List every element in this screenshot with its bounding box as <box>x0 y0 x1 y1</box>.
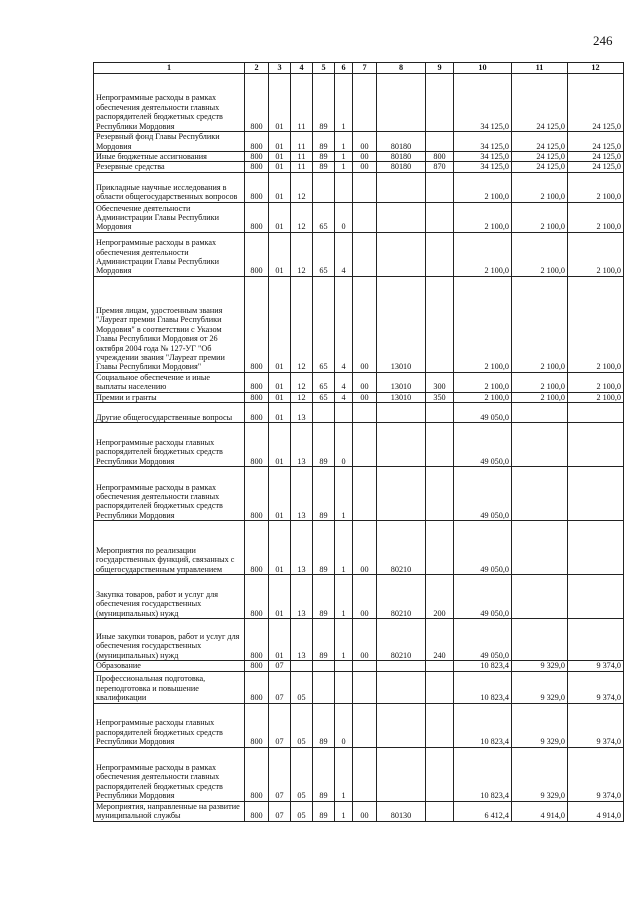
subsection-cell: 13 <box>291 423 313 467</box>
gr-code-cell: 800 <box>245 521 269 575</box>
program-cell: 89 <box>313 423 335 467</box>
subsection-cell: 12 <box>291 276 313 372</box>
row-name-cell: Резервный фонд Главы Республики Мордовия <box>94 132 245 152</box>
amount-year2-cell: 24 125,0 <box>512 132 568 152</box>
amount-year1-cell: 6 412,4 <box>454 801 512 821</box>
direction-cell <box>353 232 377 276</box>
table-row <box>94 392 624 402</box>
header-cell: 4 <box>291 63 313 74</box>
subsection-cell: 05 <box>291 671 313 703</box>
row-name-cell: Закупка товаров, работ и услуг для обеспечения государственных (муниципальных) нужд <box>94 575 245 619</box>
header-cell: 3 <box>269 63 291 74</box>
direction-cell <box>353 74 377 132</box>
subsection-cell: 11 <box>291 74 313 132</box>
subsection-cell: 13 <box>291 467 313 521</box>
subsection-cell: 13 <box>291 619 313 661</box>
amount-year3-cell <box>568 403 624 423</box>
amount-year1-cell: 34 125,0 <box>454 132 512 152</box>
gr-code-cell: 800 <box>245 232 269 276</box>
gr-code-cell: 800 <box>245 703 269 747</box>
amount-year1-cell: 2 100,0 <box>454 276 512 372</box>
section-cell: 01 <box>269 392 291 402</box>
subsection-cell: 13 <box>291 575 313 619</box>
subprogram-cell: 1 <box>335 467 353 521</box>
target-item-cell <box>377 747 426 801</box>
amount-year3-cell: 2 100,0 <box>568 202 624 232</box>
subsection-cell: 13 <box>291 521 313 575</box>
amount-year3-cell: 2 100,0 <box>568 172 624 202</box>
row-name-cell: Прикладные научные исследования в области общегосударственных вопросов <box>94 172 245 202</box>
row-name-cell: Другие общегосударственные вопросы <box>94 403 245 423</box>
direction-cell: 00 <box>353 152 377 162</box>
header-cell: 12 <box>568 63 624 74</box>
amount-year3-cell: 24 125,0 <box>568 74 624 132</box>
subsection-cell: 11 <box>291 152 313 162</box>
program-cell: 89 <box>313 619 335 661</box>
expense-type-cell <box>426 132 454 152</box>
table-row <box>94 152 624 162</box>
target-item-cell <box>377 703 426 747</box>
amount-year2-cell <box>512 575 568 619</box>
amount-year3-cell <box>568 423 624 467</box>
expense-type-cell: 200 <box>426 575 454 619</box>
expense-type-cell <box>426 232 454 276</box>
row-name-cell: Мероприятия, направленные на развитие муниципальной службы <box>94 801 245 821</box>
subprogram-cell: 4 <box>335 276 353 372</box>
subprogram-cell: 1 <box>335 575 353 619</box>
amount-year2-cell <box>512 403 568 423</box>
subprogram-cell: 0 <box>335 423 353 467</box>
target-item-cell: 80180 <box>377 162 426 172</box>
amount-year2-cell: 2 100,0 <box>512 372 568 392</box>
target-item-cell: 80210 <box>377 619 426 661</box>
header-cell: 2 <box>245 63 269 74</box>
amount-year1-cell: 49 050,0 <box>454 619 512 661</box>
header-cell: 1 <box>94 63 245 74</box>
subprogram-cell: 0 <box>335 703 353 747</box>
program-cell: 89 <box>313 74 335 132</box>
direction-cell: 00 <box>353 276 377 372</box>
amount-year3-cell: 2 100,0 <box>568 372 624 392</box>
amount-year1-cell: 49 050,0 <box>454 575 512 619</box>
gr-code-cell: 800 <box>245 619 269 661</box>
gr-code-cell: 800 <box>245 74 269 132</box>
table-header-row <box>94 63 624 74</box>
section-cell: 01 <box>269 403 291 423</box>
subsection-cell: 05 <box>291 801 313 821</box>
target-item-cell: 13010 <box>377 372 426 392</box>
header-cell: 11 <box>512 63 568 74</box>
amount-year3-cell: 4 914,0 <box>568 801 624 821</box>
section-cell: 01 <box>269 276 291 372</box>
section-cell: 01 <box>269 575 291 619</box>
target-item-cell: 80130 <box>377 801 426 821</box>
subsection-cell: 12 <box>291 202 313 232</box>
gr-code-cell: 800 <box>245 747 269 801</box>
target-item-cell: 80210 <box>377 521 426 575</box>
subsection-cell: 12 <box>291 232 313 276</box>
program-cell: 89 <box>313 152 335 162</box>
direction-cell: 00 <box>353 801 377 821</box>
target-item-cell: 80180 <box>377 152 426 162</box>
table-row <box>94 232 624 276</box>
expense-type-cell <box>426 703 454 747</box>
gr-code-cell: 800 <box>245 392 269 402</box>
table-row <box>94 661 624 671</box>
subsection-cell: 11 <box>291 132 313 152</box>
section-cell: 01 <box>269 202 291 232</box>
row-name-cell: Социальное обеспечение и иные выплаты населению <box>94 372 245 392</box>
direction-cell <box>353 202 377 232</box>
section-cell: 07 <box>269 801 291 821</box>
row-name-cell: Иные закупки товаров, работ и услуг для обеспечения государственных (муниципальных) нужд <box>94 619 245 661</box>
subsection-cell: 13 <box>291 403 313 423</box>
table-row <box>94 132 624 152</box>
section-cell: 07 <box>269 671 291 703</box>
program-cell: 89 <box>313 801 335 821</box>
expense-type-cell <box>426 661 454 671</box>
table-row <box>94 575 624 619</box>
direction-cell <box>353 671 377 703</box>
expense-type-cell <box>426 423 454 467</box>
amount-year2-cell <box>512 619 568 661</box>
amount-year1-cell: 10 823,4 <box>454 747 512 801</box>
expense-type-cell <box>426 467 454 521</box>
subprogram-cell: 1 <box>335 162 353 172</box>
amount-year1-cell: 49 050,0 <box>454 521 512 575</box>
amount-year3-cell: 2 100,0 <box>568 276 624 372</box>
target-item-cell: 13010 <box>377 276 426 372</box>
table-row <box>94 74 624 132</box>
target-item-cell <box>377 467 426 521</box>
target-item-cell: 80210 <box>377 575 426 619</box>
subsection-cell: 12 <box>291 392 313 402</box>
table-row <box>94 619 624 661</box>
subprogram-cell: 4 <box>335 232 353 276</box>
section-cell: 07 <box>269 747 291 801</box>
amount-year1-cell: 49 050,0 <box>454 467 512 521</box>
expense-type-cell <box>426 521 454 575</box>
amount-year3-cell: 9 374,0 <box>568 661 624 671</box>
amount-year3-cell: 24 125,0 <box>568 132 624 152</box>
amount-year1-cell: 34 125,0 <box>454 152 512 162</box>
table-row <box>94 403 624 423</box>
amount-year2-cell: 24 125,0 <box>512 162 568 172</box>
header-cell: 10 <box>454 63 512 74</box>
amount-year2-cell: 2 100,0 <box>512 276 568 372</box>
subprogram-cell: 4 <box>335 372 353 392</box>
row-name-cell: Непрограммные расходы в рамках обеспечения деятельности главных распорядителей бюджетных средств Республики Мордовия <box>94 747 245 801</box>
gr-code-cell: 800 <box>245 575 269 619</box>
amount-year3-cell: 9 374,0 <box>568 671 624 703</box>
amount-year2-cell: 2 100,0 <box>512 232 568 276</box>
section-cell: 01 <box>269 232 291 276</box>
amount-year1-cell: 2 100,0 <box>454 172 512 202</box>
amount-year2-cell <box>512 521 568 575</box>
expense-type-cell <box>426 747 454 801</box>
expense-type-cell: 300 <box>426 372 454 392</box>
subprogram-cell: 1 <box>335 747 353 801</box>
program-cell: 65 <box>313 202 335 232</box>
amount-year1-cell: 2 100,0 <box>454 392 512 402</box>
row-name-cell: Непрограммные расходы в рамках обеспечения деятельности главных распорядителей бюджетных средств Республики Мордовия <box>94 467 245 521</box>
gr-code-cell: 800 <box>245 423 269 467</box>
direction-cell: 00 <box>353 372 377 392</box>
expense-type-cell: 240 <box>426 619 454 661</box>
amount-year1-cell: 2 100,0 <box>454 202 512 232</box>
direction-cell <box>353 747 377 801</box>
expense-type-cell <box>426 74 454 132</box>
gr-code-cell: 800 <box>245 467 269 521</box>
row-name-cell: Премия лицам, удостоенным звания "Лауреат премии Главы Республики Мордовия" в соответствии с Указом Главы Республики Мордовия от 26 октября 2004 года № 127-УГ "Об учреждении звания "Лауреат премии Главы Республики Мордовия" <box>94 276 245 372</box>
direction-cell: 00 <box>353 392 377 402</box>
row-name-cell: Непрограммные расходы в рамках обеспечения деятельности Администрации Главы Республики Мордовия <box>94 232 245 276</box>
row-name-cell: Премии и гранты <box>94 392 245 402</box>
subprogram-cell <box>335 403 353 423</box>
target-item-cell <box>377 172 426 202</box>
row-name-cell: Непрограммные расходы в рамках обеспечения деятельности главных распорядителей бюджетных средств Республики Мордовия <box>94 74 245 132</box>
program-cell: 89 <box>313 467 335 521</box>
amount-year3-cell <box>568 521 624 575</box>
direction-cell <box>353 172 377 202</box>
program-cell <box>313 172 335 202</box>
target-item-cell <box>377 423 426 467</box>
header-cell: 7 <box>353 63 377 74</box>
amount-year3-cell: 2 100,0 <box>568 232 624 276</box>
expense-type-cell <box>426 671 454 703</box>
gr-code-cell: 800 <box>245 661 269 671</box>
section-cell: 01 <box>269 423 291 467</box>
table-row <box>94 372 624 392</box>
expense-type-cell <box>426 801 454 821</box>
amount-year2-cell: 24 125,0 <box>512 74 568 132</box>
amount-year2-cell <box>512 423 568 467</box>
table-row <box>94 521 624 575</box>
header-cell: 9 <box>426 63 454 74</box>
expense-type-cell <box>426 202 454 232</box>
amount-year1-cell: 2 100,0 <box>454 372 512 392</box>
amount-year3-cell <box>568 619 624 661</box>
program-cell: 89 <box>313 747 335 801</box>
program-cell: 65 <box>313 276 335 372</box>
amount-year2-cell: 9 329,0 <box>512 661 568 671</box>
direction-cell: 00 <box>353 162 377 172</box>
section-cell: 01 <box>269 74 291 132</box>
program-cell: 89 <box>313 132 335 152</box>
gr-code-cell: 800 <box>245 671 269 703</box>
amount-year2-cell: 9 329,0 <box>512 671 568 703</box>
header-cell: 8 <box>377 63 426 74</box>
row-name-cell: Обеспечение деятельности Администрации Главы Республики Мордовия <box>94 202 245 232</box>
target-item-cell <box>377 661 426 671</box>
table-row <box>94 801 624 821</box>
program-cell: 89 <box>313 703 335 747</box>
direction-cell <box>353 403 377 423</box>
target-item-cell <box>377 74 426 132</box>
direction-cell <box>353 467 377 521</box>
program-cell <box>313 661 335 671</box>
gr-code-cell: 800 <box>245 172 269 202</box>
program-cell <box>313 403 335 423</box>
direction-cell: 00 <box>353 132 377 152</box>
amount-year2-cell: 9 329,0 <box>512 747 568 801</box>
expense-type-cell <box>426 403 454 423</box>
section-cell: 01 <box>269 467 291 521</box>
direction-cell: 00 <box>353 575 377 619</box>
expense-type-cell: 800 <box>426 152 454 162</box>
table-row <box>94 671 624 703</box>
gr-code-cell: 800 <box>245 152 269 162</box>
section-cell: 07 <box>269 703 291 747</box>
table-row <box>94 172 624 202</box>
direction-cell: 00 <box>353 619 377 661</box>
amount-year2-cell: 2 100,0 <box>512 202 568 232</box>
amount-year1-cell: 49 050,0 <box>454 423 512 467</box>
gr-code-cell: 800 <box>245 202 269 232</box>
amount-year2-cell: 4 914,0 <box>512 801 568 821</box>
amount-year2-cell: 9 329,0 <box>512 703 568 747</box>
section-cell: 01 <box>269 521 291 575</box>
subsection-cell <box>291 661 313 671</box>
subprogram-cell <box>335 661 353 671</box>
amount-year1-cell: 34 125,0 <box>454 162 512 172</box>
section-cell: 01 <box>269 619 291 661</box>
target-item-cell <box>377 403 426 423</box>
expense-type-cell <box>426 172 454 202</box>
subprogram-cell: 1 <box>335 74 353 132</box>
program-cell: 89 <box>313 521 335 575</box>
section-cell: 07 <box>269 661 291 671</box>
amount-year3-cell: 24 125,0 <box>568 152 624 162</box>
amount-year1-cell: 34 125,0 <box>454 74 512 132</box>
subsection-cell: 12 <box>291 172 313 202</box>
amount-year3-cell <box>568 575 624 619</box>
subprogram-cell <box>335 172 353 202</box>
program-cell <box>313 671 335 703</box>
amount-year3-cell: 2 100,0 <box>568 392 624 402</box>
amount-year2-cell: 2 100,0 <box>512 392 568 402</box>
target-item-cell <box>377 671 426 703</box>
subprogram-cell: 1 <box>335 801 353 821</box>
subsection-cell: 05 <box>291 703 313 747</box>
table-row <box>94 703 624 747</box>
amount-year1-cell: 10 823,4 <box>454 661 512 671</box>
subprogram-cell: 1 <box>335 619 353 661</box>
row-name-cell: Иные бюджетные ассигнования <box>94 152 245 162</box>
subprogram-cell: 4 <box>335 392 353 402</box>
table-row <box>94 162 624 172</box>
program-cell: 65 <box>313 392 335 402</box>
budget-table <box>93 62 624 822</box>
table-row <box>94 747 624 801</box>
row-name-cell: Мероприятия по реализации государственных функций, связанных с общегосударственным управлением <box>94 521 245 575</box>
page-number: 246 <box>593 33 613 48</box>
table-row <box>94 467 624 521</box>
amount-year1-cell: 49 050,0 <box>454 403 512 423</box>
subsection-cell: 11 <box>291 162 313 172</box>
direction-cell <box>353 661 377 671</box>
table-row <box>94 202 624 232</box>
direction-cell <box>353 423 377 467</box>
section-cell: 01 <box>269 372 291 392</box>
target-item-cell <box>377 232 426 276</box>
target-item-cell: 80180 <box>377 132 426 152</box>
subprogram-cell <box>335 671 353 703</box>
expense-type-cell: 870 <box>426 162 454 172</box>
gr-code-cell: 800 <box>245 162 269 172</box>
amount-year2-cell: 24 125,0 <box>512 152 568 162</box>
program-cell: 89 <box>313 575 335 619</box>
section-cell: 01 <box>269 172 291 202</box>
target-item-cell <box>377 202 426 232</box>
amount-year3-cell: 9 374,0 <box>568 703 624 747</box>
header-cell: 6 <box>335 63 353 74</box>
subprogram-cell: 1 <box>335 521 353 575</box>
expense-type-cell <box>426 276 454 372</box>
subsection-cell: 12 <box>291 372 313 392</box>
row-name-cell: Непрограммные расходы главных распорядителей бюджетных средств Республики Мордовия <box>94 703 245 747</box>
direction-cell <box>353 703 377 747</box>
amount-year3-cell: 24 125,0 <box>568 162 624 172</box>
amount-year1-cell: 10 823,4 <box>454 671 512 703</box>
section-cell: 01 <box>269 132 291 152</box>
amount-year3-cell: 9 374,0 <box>568 747 624 801</box>
amount-year1-cell: 2 100,0 <box>454 232 512 276</box>
amount-year1-cell: 10 823,4 <box>454 703 512 747</box>
target-item-cell: 13010 <box>377 392 426 402</box>
direction-cell: 00 <box>353 521 377 575</box>
table-row <box>94 423 624 467</box>
table-row <box>94 276 624 372</box>
gr-code-cell: 800 <box>245 276 269 372</box>
gr-code-cell: 800 <box>245 403 269 423</box>
program-cell: 65 <box>313 232 335 276</box>
amount-year2-cell: 2 100,0 <box>512 172 568 202</box>
subprogram-cell: 0 <box>335 202 353 232</box>
amount-year2-cell <box>512 467 568 521</box>
program-cell: 65 <box>313 372 335 392</box>
row-name-cell: Непрограммные расходы главных распорядителей бюджетных средств Республики Мордовия <box>94 423 245 467</box>
subprogram-cell: 1 <box>335 152 353 162</box>
row-name-cell: Резервные средства <box>94 162 245 172</box>
section-cell: 01 <box>269 152 291 162</box>
gr-code-cell: 800 <box>245 372 269 392</box>
gr-code-cell: 800 <box>245 801 269 821</box>
row-name-cell: Профессиональная подготовка, переподготовка и повышение квалификации <box>94 671 245 703</box>
subsection-cell: 05 <box>291 747 313 801</box>
gr-code-cell: 800 <box>245 132 269 152</box>
subprogram-cell: 1 <box>335 132 353 152</box>
amount-year3-cell <box>568 467 624 521</box>
header-cell: 5 <box>313 63 335 74</box>
section-cell: 01 <box>269 162 291 172</box>
row-name-cell: Образование <box>94 661 245 671</box>
expense-type-cell: 350 <box>426 392 454 402</box>
program-cell: 89 <box>313 162 335 172</box>
